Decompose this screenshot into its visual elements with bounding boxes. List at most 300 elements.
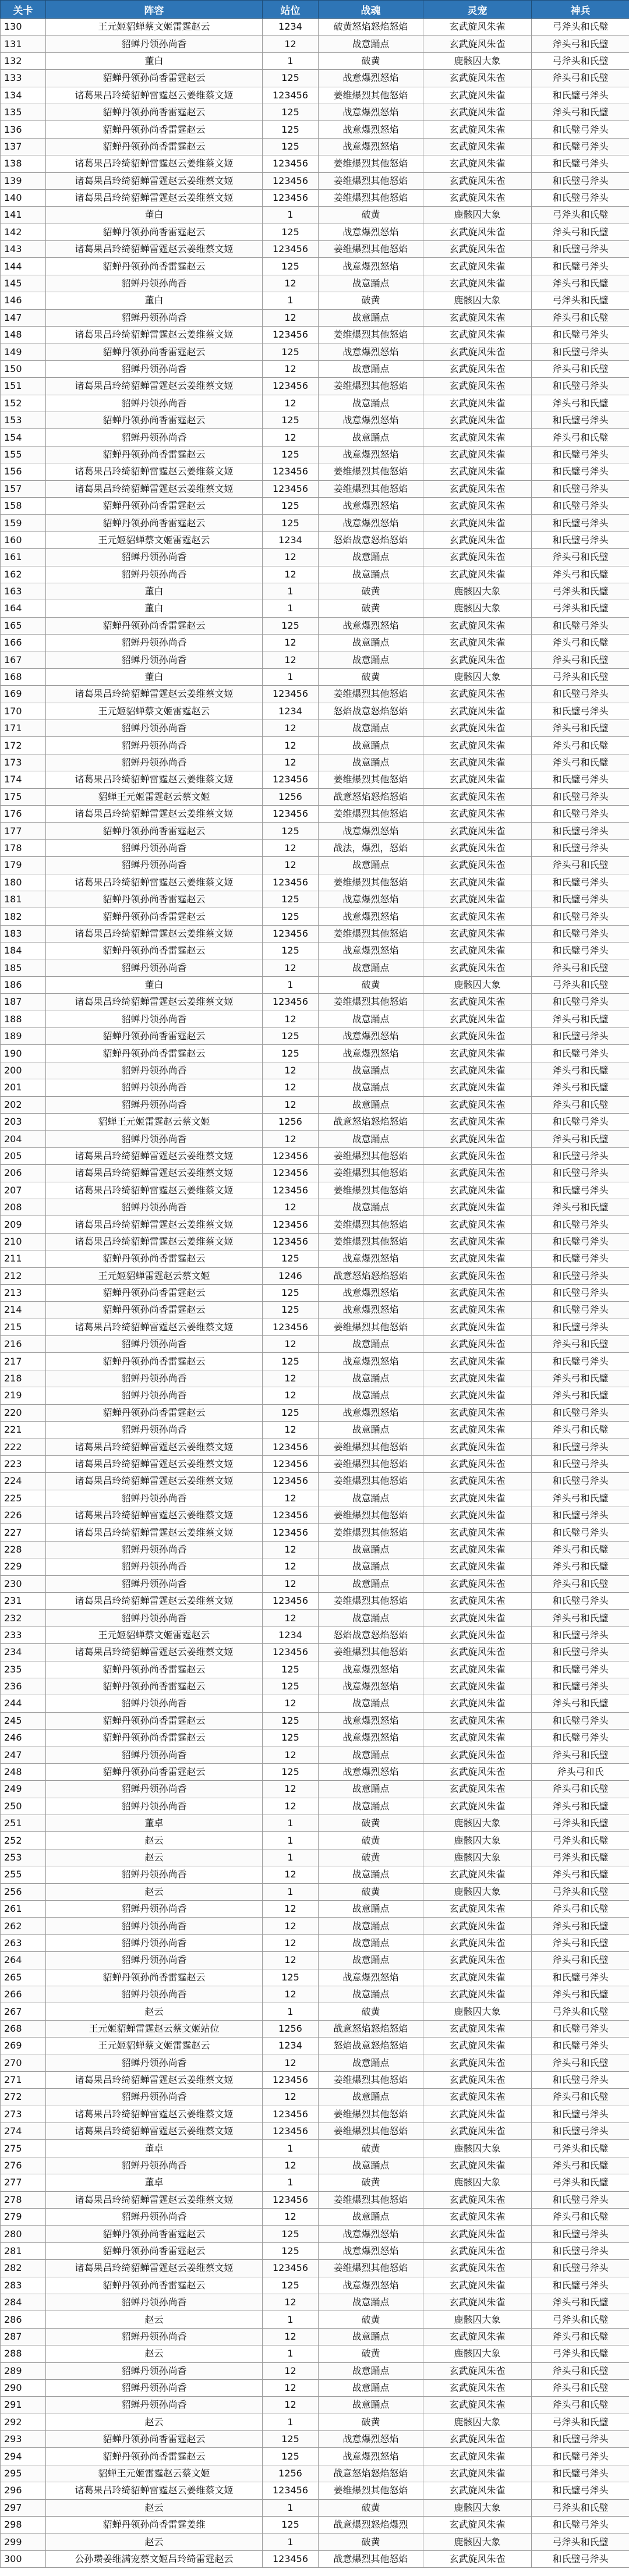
table-row xyxy=(1,2106,629,2123)
spirit-pet-cell: 鹿骸囚大象 xyxy=(423,2534,532,2550)
lineup-cell: 诸葛果吕玲绮貂蝉雷霆赵云姜维蔡文姬 xyxy=(46,1182,263,1199)
stage-cell: 145 xyxy=(1,275,46,292)
spirit-pet-cell: 玄武旋风朱雀 xyxy=(423,1387,532,1404)
lineup-cell: 王元姬貂蝉蔡文姬雷霆赵云 xyxy=(46,703,263,720)
spirit-pet-cell: 玄武旋风朱雀 xyxy=(423,2226,532,2242)
table-row xyxy=(1,1541,629,1558)
position-cell: 1 xyxy=(263,2140,319,2157)
spirit-pet-cell: 鹿骸囚大象 xyxy=(423,2140,532,2157)
stage-cell: 229 xyxy=(1,1558,46,1575)
stage-cell: 217 xyxy=(1,1353,46,1370)
position-cell: 123456 xyxy=(263,925,319,942)
spirit-pet-cell: 玄武旋风朱雀 xyxy=(423,2517,532,2534)
stage-cell: 153 xyxy=(1,412,46,428)
war-soul-cell: 破黄 xyxy=(319,52,423,69)
position-cell: 12 xyxy=(263,2362,319,2379)
war-soul-cell: 怒焰战意怒焰怒焰 xyxy=(319,1627,423,1643)
lineup-cell: 貂蝉丹领孙尚香 xyxy=(46,1952,263,1969)
position-cell: 1 xyxy=(263,2174,319,2191)
position-cell: 123456 xyxy=(263,1233,319,1250)
position-cell: 123456 xyxy=(263,87,319,104)
spirit-pet-cell: 玄武旋风朱雀 xyxy=(423,1438,532,1455)
war-soul-cell: 战意爆烈怒焰 xyxy=(319,2448,423,2465)
lineup-cell: 诸葛果吕玲绮貂蝉雷霆赵云姜维蔡文姬 xyxy=(46,1644,263,1661)
spirit-pet-cell: 玄武旋风朱雀 xyxy=(423,1028,532,1045)
spirit-pet-cell: 玄武旋风朱雀 xyxy=(423,1610,532,1627)
lineup-cell: 貂蝉丹领孙尚香 xyxy=(46,1934,263,1951)
spirit-pet-cell: 玄武旋风朱雀 xyxy=(423,87,532,104)
lineup-cell: 董白 xyxy=(46,600,263,617)
table-row xyxy=(1,2499,629,2516)
table-row xyxy=(1,788,629,805)
table-row xyxy=(1,2071,629,2088)
spirit-pet-cell: 玄武旋风朱雀 xyxy=(423,1455,532,1472)
position-cell: 123456 xyxy=(263,771,319,788)
position-cell: 123456 xyxy=(263,327,319,343)
table-row xyxy=(1,959,629,976)
stage-cell: 202 xyxy=(1,1096,46,1113)
lineup-cell: 貂蝉丹领孙尚香雷霆赵云 xyxy=(46,1678,263,1695)
spirit-pet-cell: 玄武旋风朱雀 xyxy=(423,532,532,548)
lineup-cell: 貂蝉丹领孙尚香 xyxy=(46,2089,263,2106)
lineup-cell: 公孙瓒姜维满宠蔡文姬吕玲绮雷霆赵云 xyxy=(46,2550,263,2567)
spirit-pet-cell: 玄武旋风朱雀 xyxy=(423,1644,532,1661)
stage-cell: 150 xyxy=(1,360,46,377)
war-soul-cell: 姜维爆烈其他怒焰 xyxy=(319,805,423,822)
spirit-pet-cell: 玄武旋风朱雀 xyxy=(423,1592,532,1609)
spirit-pet-cell: 玄武旋风朱雀 xyxy=(423,805,532,822)
war-soul-cell: 战意爆烈怒焰 xyxy=(319,1302,423,1319)
lineup-cell: 貂蝉丹领孙尚香 xyxy=(46,1541,263,1558)
position-cell: 123456 xyxy=(263,2482,319,2499)
position-cell: 1 xyxy=(263,976,319,993)
divine-weapon-cell: 斧头弓和氏璧 xyxy=(532,395,629,412)
stage-cell: 169 xyxy=(1,686,46,703)
table-row xyxy=(1,1969,629,1986)
war-soul-cell: 姜维爆烈其他怒焰 xyxy=(319,172,423,189)
position-cell: 1234 xyxy=(263,2038,319,2054)
spirit-pet-cell: 玄武旋风朱雀 xyxy=(423,1934,532,1951)
stage-cell: 286 xyxy=(1,2311,46,2328)
spirit-pet-cell: 玄武旋风朱雀 xyxy=(423,189,532,206)
spirit-pet-cell: 玄武旋风朱雀 xyxy=(423,771,532,788)
lineup-cell: 貂蝉丹领孙尚香 xyxy=(46,2157,263,2174)
table-row xyxy=(1,839,629,856)
table-row xyxy=(1,651,629,668)
table-row xyxy=(1,857,629,874)
war-soul-cell: 战意踊点 xyxy=(319,2209,423,2226)
lineup-cell: 貂蝉王元姬雷霆赵云蔡文姬 xyxy=(46,1114,263,1131)
lineup-cell: 貂蝉丹领孙尚香 xyxy=(46,635,263,651)
divine-weapon-cell: 斧头弓和氏璧 xyxy=(532,1131,629,1147)
stage-cell: 151 xyxy=(1,378,46,395)
war-soul-cell: 战意踊点 xyxy=(319,1934,423,1951)
divine-weapon-cell: 和氏璧弓斧头 xyxy=(532,2277,629,2294)
position-cell: 123456 xyxy=(263,686,319,703)
spirit-pet-cell: 玄武旋风朱雀 xyxy=(423,1114,532,1131)
spirit-pet-cell: 玄武旋风朱雀 xyxy=(423,874,532,891)
lineup-cell: 貂蝉丹领孙尚香雷霆姜维 xyxy=(46,2517,263,2534)
stage-cell: 225 xyxy=(1,1490,46,1507)
lineup-cell: 王元姬貂蝉雷霆赵云蔡文姬 xyxy=(46,1267,263,1284)
divine-weapon-cell: 弓斧头和氏璧 xyxy=(532,1849,629,1866)
position-cell: 125 xyxy=(263,1028,319,1045)
stage-cell: 278 xyxy=(1,2191,46,2208)
lineup-cell: 诸葛果吕玲绮貂蝉雷霆赵云姜维蔡文姬 xyxy=(46,327,263,343)
spirit-pet-cell: 玄武旋风朱雀 xyxy=(423,1490,532,1507)
stage-cell: 149 xyxy=(1,343,46,360)
spirit-pet-cell: 玄武旋风朱雀 xyxy=(423,703,532,720)
lineup-cell: 貂蝉丹领孙尚香 xyxy=(46,1490,263,1507)
stage-cell: 234 xyxy=(1,1644,46,1661)
war-soul-cell: 姜维爆烈其他怒焰 xyxy=(319,2191,423,2208)
spirit-pet-cell: 玄武旋风朱雀 xyxy=(423,1045,532,1062)
table-row xyxy=(1,1302,629,1319)
war-soul-cell: 战意踊点 xyxy=(319,1695,423,1712)
divine-weapon-cell: 和氏璧弓斧头 xyxy=(532,532,629,548)
war-soul-cell: 战意爆烈怒焰 xyxy=(319,1404,423,1421)
position-cell: 123456 xyxy=(263,2071,319,2088)
stage-cell: 181 xyxy=(1,891,46,908)
stage-cell: 186 xyxy=(1,976,46,993)
table-row xyxy=(1,1986,629,2003)
lineup-cell: 董卓 xyxy=(46,2140,263,2157)
stage-cell: 188 xyxy=(1,1011,46,1027)
stage-cell: 265 xyxy=(1,1969,46,1986)
spirit-pet-cell: 玄武旋风朱雀 xyxy=(423,2328,532,2345)
war-soul-cell: 破黄 xyxy=(319,2414,423,2430)
table-row xyxy=(1,737,629,754)
table-row xyxy=(1,2054,629,2071)
spirit-pet-cell: 玄武旋风朱雀 xyxy=(423,2209,532,2226)
stage-cell: 233 xyxy=(1,1627,46,1643)
divine-weapon-cell: 和氏璧弓斧头 xyxy=(532,1250,629,1267)
stage-cell: 154 xyxy=(1,429,46,446)
divine-weapon-cell: 弓斧头和氏璧 xyxy=(532,2174,629,2191)
spirit-pet-cell: 玄武旋风朱雀 xyxy=(423,429,532,446)
stage-cell: 271 xyxy=(1,2071,46,2088)
table-row xyxy=(1,275,629,292)
divine-weapon-cell: 斧头弓和氏璧 xyxy=(532,1952,629,1969)
spirit-pet-cell: 玄武旋风朱雀 xyxy=(423,2242,532,2259)
position-cell: 12 xyxy=(263,2054,319,2071)
lineup-cell: 貂蝉丹领孙尚香 xyxy=(46,720,263,737)
spirit-pet-cell: 玄武旋风朱雀 xyxy=(423,549,532,566)
position-cell: 1 xyxy=(263,292,319,309)
divine-weapon-cell: 和氏璧弓斧头 xyxy=(532,2020,629,2037)
table-row xyxy=(1,2260,629,2277)
war-soul-cell: 破黄 xyxy=(319,1815,423,1832)
divine-weapon-cell: 斧头弓和氏璧 xyxy=(532,1934,629,1951)
spirit-pet-cell: 玄武旋风朱雀 xyxy=(423,36,532,52)
war-soul-cell: 战意爆烈其他怒焰 xyxy=(319,2550,423,2567)
stage-cell: 166 xyxy=(1,635,46,651)
divine-weapon-cell: 和氏璧弓斧头 xyxy=(532,1678,629,1695)
lineup-cell: 诸葛果吕玲绮貂蝉雷霆赵云姜维蔡文姬 xyxy=(46,480,263,497)
stage-cell: 152 xyxy=(1,395,46,412)
war-soul-cell: 战意踊点 xyxy=(319,395,423,412)
divine-weapon-cell: 和氏璧弓斧头 xyxy=(532,1147,629,1164)
war-soul-cell: 战意爆烈怒焰 xyxy=(319,1712,423,1729)
lineup-cell: 貂蝉王元姬雷霆赵云蔡文姬 xyxy=(46,788,263,805)
spirit-pet-cell: 玄武旋风朱雀 xyxy=(423,1011,532,1027)
stage-cell: 167 xyxy=(1,651,46,668)
table-row xyxy=(1,360,629,377)
spirit-pet-cell: 鹿骸囚大象 xyxy=(423,2174,532,2191)
divine-weapon-cell: 和氏璧弓斧头 xyxy=(532,1592,629,1609)
spirit-pet-cell: 玄武旋风朱雀 xyxy=(423,1404,532,1421)
position-cell: 1 xyxy=(263,600,319,617)
spirit-pet-cell: 玄武旋风朱雀 xyxy=(423,2362,532,2379)
divine-weapon-cell: 和氏璧弓斧头 xyxy=(532,515,629,532)
divine-weapon-cell: 弓斧头和氏璧 xyxy=(532,2534,629,2550)
stage-cell: 262 xyxy=(1,1918,46,1934)
table-row xyxy=(1,1250,629,1267)
stage-cell: 180 xyxy=(1,874,46,891)
spirit-pet-cell: 玄武旋风朱雀 xyxy=(423,1558,532,1575)
table-row xyxy=(1,2038,629,2054)
position-cell: 1 xyxy=(263,2534,319,2550)
divine-weapon-cell: 和氏璧弓斧头 xyxy=(532,1524,629,1541)
table-row xyxy=(1,976,629,993)
stage-cell: 144 xyxy=(1,258,46,275)
stage-cell: 189 xyxy=(1,1028,46,1045)
divine-weapon-cell: 弓斧头和氏璧 xyxy=(532,207,629,224)
table-row xyxy=(1,1524,629,1541)
stage-cell: 200 xyxy=(1,1062,46,1079)
table-row xyxy=(1,532,629,548)
divine-weapon-cell: 斧头弓和氏璧 xyxy=(532,1096,629,1113)
spirit-pet-cell: 玄武旋风朱雀 xyxy=(423,1627,532,1643)
stage-cell: 215 xyxy=(1,1319,46,1335)
spirit-pet-cell: 玄武旋风朱雀 xyxy=(423,1319,532,1335)
stage-cell: 294 xyxy=(1,2448,46,2465)
table-row xyxy=(1,172,629,189)
position-cell: 12 xyxy=(263,754,319,771)
position-cell: 125 xyxy=(263,1678,319,1695)
spirit-pet-cell: 玄武旋风朱雀 xyxy=(423,2294,532,2311)
lineup-cell: 貂蝉丹领孙尚香 xyxy=(46,1900,263,1917)
spirit-pet-cell: 玄武旋风朱雀 xyxy=(423,1473,532,1490)
lineup-cell: 貂蝉丹领孙尚香 xyxy=(46,360,263,377)
divine-weapon-cell: 斧头弓和氏璧 xyxy=(532,1695,629,1712)
stage-cell: 300 xyxy=(1,2550,46,2567)
divine-weapon-cell: 和氏璧弓斧头 xyxy=(532,2242,629,2259)
war-soul-cell: 战意踊点 xyxy=(319,309,423,326)
spirit-pet-cell: 鹿骸囚大象 xyxy=(423,583,532,600)
table-row xyxy=(1,2345,629,2362)
spirit-pet-cell: 玄武旋风朱雀 xyxy=(423,2448,532,2465)
lineup-cell: 貂蝉丹领孙尚香 xyxy=(46,1575,263,1592)
lineup-cell: 貂蝉丹领孙尚香雷霆赵云 xyxy=(46,258,263,275)
war-soul-cell: 战意怒焰怒焰怒焰 xyxy=(319,2020,423,2037)
war-soul-cell: 战意爆烈怒焰 xyxy=(319,343,423,360)
divine-weapon-cell: 和氏璧弓斧头 xyxy=(532,1969,629,1986)
table-row xyxy=(1,1798,629,1815)
position-cell: 123456 xyxy=(263,1182,319,1199)
table-row xyxy=(1,617,629,634)
stage-cell: 208 xyxy=(1,1199,46,1216)
lineup-cell: 貂蝉丹领孙尚香雷霆赵云 xyxy=(46,104,263,121)
position-cell: 12 xyxy=(263,2397,319,2414)
divine-weapon-cell: 弓斧头和氏璧 xyxy=(532,1883,629,1900)
position-cell: 125 xyxy=(263,104,319,121)
table-row xyxy=(1,1558,629,1575)
divine-weapon-cell: 斧头弓和氏璧 xyxy=(532,224,629,240)
war-soul-cell: 战意踊点 xyxy=(319,275,423,292)
table-row xyxy=(1,1661,629,1678)
spirit-pet-cell: 玄武旋风朱雀 xyxy=(423,2106,532,2123)
stage-cell: 148 xyxy=(1,327,46,343)
lineup-cell: 貂蝉丹领孙尚香 xyxy=(46,1746,263,1763)
position-cell: 123456 xyxy=(263,874,319,891)
table-row xyxy=(1,224,629,240)
lineup-cell: 诸葛果吕玲绮貂蝉雷霆赵云姜维蔡文姬 xyxy=(46,1524,263,1541)
spirit-pet-cell: 玄武旋风朱雀 xyxy=(423,651,532,668)
lineup-cell: 貂蝉丹领孙尚香雷霆赵云 xyxy=(46,908,263,925)
war-soul-cell: 破黄 xyxy=(319,2345,423,2362)
lineup-cell: 诸葛果吕玲绮貂蝉雷霆赵云姜维蔡文姬 xyxy=(46,1165,263,1182)
divine-weapon-cell: 和氏璧弓斧头 xyxy=(532,1353,629,1370)
spirit-pet-cell: 玄武旋风朱雀 xyxy=(423,1524,532,1541)
stage-cell: 230 xyxy=(1,1575,46,1592)
position-cell: 123456 xyxy=(263,2191,319,2208)
lineup-cell: 赵云 xyxy=(46,1832,263,1849)
position-cell: 1 xyxy=(263,1883,319,1900)
divine-weapon-cell: 和氏璧弓斧头 xyxy=(532,839,629,856)
table-row xyxy=(1,1011,629,1027)
stage-cell: 132 xyxy=(1,52,46,69)
spirit-pet-cell: 玄武旋风朱雀 xyxy=(423,823,532,839)
divine-weapon-cell: 斧头弓和氏璧 xyxy=(532,635,629,651)
position-cell: 1 xyxy=(263,52,319,69)
war-soul-cell: 姜维爆烈其他怒焰 xyxy=(319,1644,423,1661)
stage-cell: 210 xyxy=(1,1233,46,1250)
spirit-pet-cell: 玄武旋风朱雀 xyxy=(423,942,532,959)
lineup-cell: 貂蝉丹领孙尚香雷霆赵云 xyxy=(46,823,263,839)
war-soul-cell: 战意爆烈怒焰 xyxy=(319,1969,423,1986)
lineup-cell: 赵云 xyxy=(46,2311,263,2328)
spirit-pet-cell: 玄武旋风朱雀 xyxy=(423,908,532,925)
header-spirit-pet: 灵宠 xyxy=(423,1,532,19)
header-divine-weapon: 神兵 xyxy=(532,1,629,19)
divine-weapon-cell: 和氏璧弓斧头 xyxy=(532,925,629,942)
divine-weapon-cell: 斧头弓和氏璧 xyxy=(532,2089,629,2106)
lineup-cell: 诸葛果吕玲绮貂蝉雷霆赵云姜维蔡文姬 xyxy=(46,2123,263,2140)
war-soul-cell: 战意怒焰怒焰怒焰 xyxy=(319,1114,423,1131)
divine-weapon-cell: 斧头弓和氏璧 xyxy=(532,2157,629,2174)
position-cell: 1256 xyxy=(263,2020,319,2037)
stage-cell: 221 xyxy=(1,1422,46,1438)
spirit-pet-cell: 玄武旋风朱雀 xyxy=(423,1147,532,1164)
spirit-pet-cell: 玄武旋风朱雀 xyxy=(423,2260,532,2277)
spirit-pet-cell: 鹿骸囚大象 xyxy=(423,1883,532,1900)
divine-weapon-cell: 和氏璧弓斧头 xyxy=(532,1507,629,1523)
position-cell: 125 xyxy=(263,343,319,360)
lineup-cell: 貂蝉丹领孙尚香 xyxy=(46,1610,263,1627)
lineup-cell: 赵云 xyxy=(46,2534,263,2550)
spirit-pet-cell: 玄武旋风朱雀 xyxy=(423,1969,532,1986)
table-row xyxy=(1,2448,629,2465)
stage-cell: 284 xyxy=(1,2294,46,2311)
table-row xyxy=(1,1336,629,1353)
spirit-pet-cell: 鹿骸囚大象 xyxy=(423,600,532,617)
war-soul-cell: 战意爆烈怒焰 xyxy=(319,121,423,138)
spirit-pet-cell: 玄武旋风朱雀 xyxy=(423,1250,532,1267)
stage-cell: 211 xyxy=(1,1250,46,1267)
stage-cell: 261 xyxy=(1,1900,46,1917)
stage-cell: 179 xyxy=(1,857,46,874)
lineup-cell: 貂蝉丹领孙尚香雷霆赵云 xyxy=(46,1353,263,1370)
table-row xyxy=(1,1934,629,1951)
war-soul-cell: 战意踊点 xyxy=(319,1387,423,1404)
divine-weapon-cell: 和氏璧弓斧头 xyxy=(532,2071,629,2088)
table-row xyxy=(1,2517,629,2534)
table-row xyxy=(1,1455,629,1472)
table-row xyxy=(1,1370,629,1387)
war-soul-cell: 战意爆烈怒焰 xyxy=(319,1045,423,1062)
position-cell: 123456 xyxy=(263,155,319,172)
war-soul-cell: 战意踊点 xyxy=(319,2328,423,2345)
table-row xyxy=(1,497,629,514)
stage-cell: 231 xyxy=(1,1592,46,1609)
position-cell: 125 xyxy=(263,446,319,463)
war-soul-cell: 战意爆烈怒焰 xyxy=(319,908,423,925)
stage-cell: 296 xyxy=(1,2482,46,2499)
table-row xyxy=(1,1952,629,1969)
spirit-pet-cell: 玄武旋风朱雀 xyxy=(423,737,532,754)
divine-weapon-cell: 斧头弓和氏璧 xyxy=(532,275,629,292)
lineup-cell: 貂蝉丹领孙尚香雷霆赵云 xyxy=(46,2226,263,2242)
table-row xyxy=(1,1199,629,1216)
lineup-cell: 貂蝉丹领孙尚香 xyxy=(46,36,263,52)
stage-cell: 178 xyxy=(1,839,46,856)
war-soul-cell: 姜维爆烈其他怒焰 xyxy=(319,155,423,172)
war-soul-cell: 战意爆烈怒焰 xyxy=(319,515,423,532)
table-row xyxy=(1,686,629,703)
stage-cell: 135 xyxy=(1,104,46,121)
lineup-cell: 诸葛果吕玲绮貂蝉雷霆赵云姜维蔡文姬 xyxy=(46,925,263,942)
spirit-pet-cell: 玄武旋风朱雀 xyxy=(423,275,532,292)
table-row xyxy=(1,1422,629,1438)
stage-cell: 162 xyxy=(1,566,46,583)
table-row xyxy=(1,1062,629,1079)
stage-cell: 184 xyxy=(1,942,46,959)
position-cell: 12 xyxy=(263,1575,319,1592)
spirit-pet-cell: 玄武旋风朱雀 xyxy=(423,497,532,514)
position-cell: 123456 xyxy=(263,1455,319,1472)
lineup-cell: 王元姬貂蝉蔡文姬雷霆赵云 xyxy=(46,19,263,36)
position-cell: 12 xyxy=(263,2157,319,2174)
lineup-cell: 诸葛果吕玲绮貂蝉雷霆赵云姜维蔡文姬 xyxy=(46,172,263,189)
lineup-cell: 诸葛果吕玲绮貂蝉雷霆赵云姜维蔡文姬 xyxy=(46,1319,263,1335)
stage-cell: 251 xyxy=(1,1815,46,1832)
table-row xyxy=(1,1387,629,1404)
lineup-cell: 貂蝉丹领孙尚香 xyxy=(46,1422,263,1438)
war-soul-cell: 战意踊点 xyxy=(319,1610,423,1627)
table-row xyxy=(1,566,629,583)
position-cell: 12 xyxy=(263,429,319,446)
table-row xyxy=(1,1815,629,1832)
lineup-cell: 貂蝉丹领孙尚香 xyxy=(46,1798,263,1815)
lineup-cell: 王元姬貂蝉蔡文姬雷霆赵云 xyxy=(46,532,263,548)
position-cell: 12 xyxy=(263,2209,319,2226)
spirit-pet-cell: 玄武旋风朱雀 xyxy=(423,2071,532,2088)
table-row xyxy=(1,395,629,412)
war-soul-cell: 战意踊点 xyxy=(319,754,423,771)
spirit-pet-cell: 玄武旋风朱雀 xyxy=(423,1422,532,1438)
position-cell: 12 xyxy=(263,1011,319,1027)
